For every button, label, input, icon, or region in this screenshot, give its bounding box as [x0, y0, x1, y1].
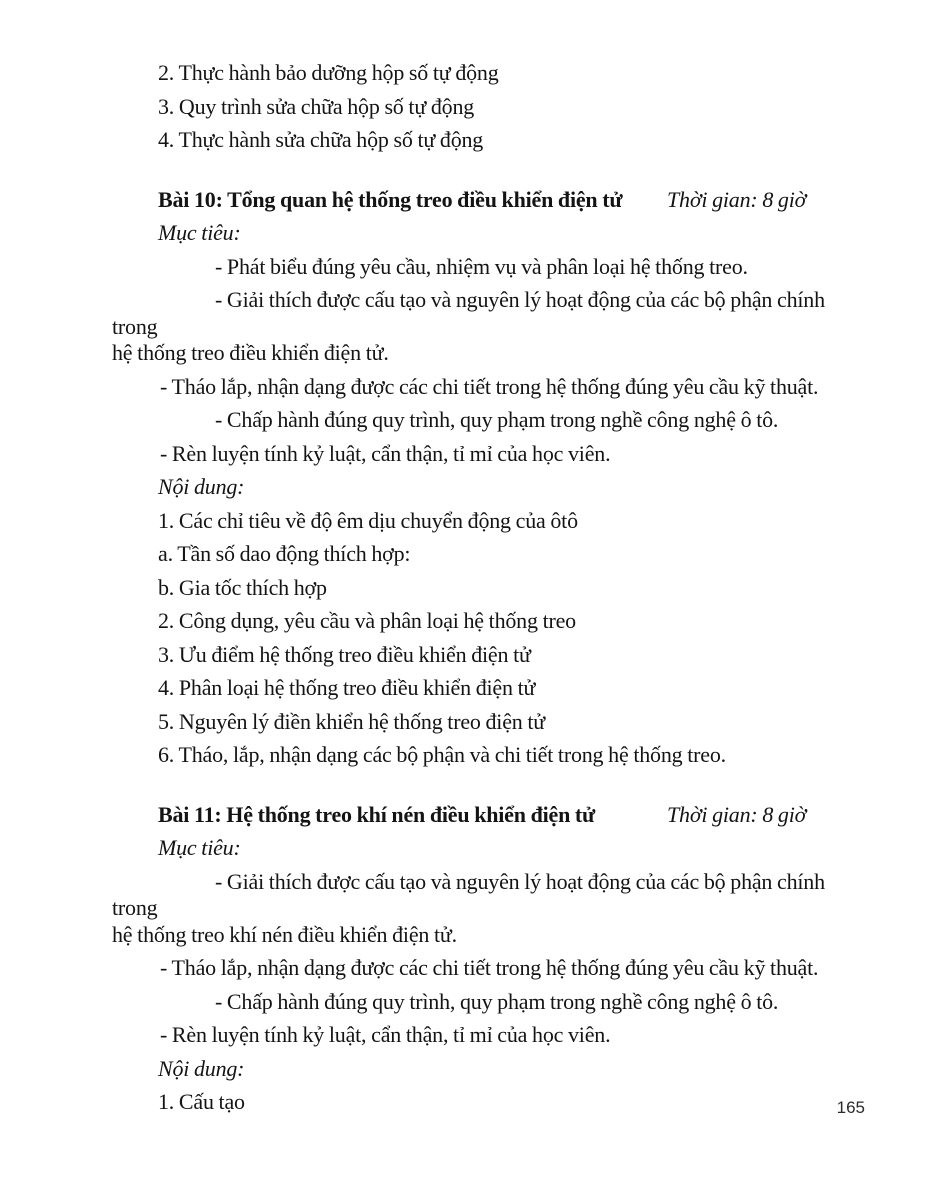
content-item: 2. Công dụng, yêu cầu và phân loại hệ thống treo	[158, 608, 576, 633]
objective-item	[112, 869, 863, 949]
section-duration: Thời gian: 8 giờ	[667, 186, 807, 212]
objective-line: hệ thống treo khí nén điều khiển điện tử.	[112, 921, 457, 947]
content-item: 5. Nguyên lý điền khiển hệ thống treo điện tử	[158, 708, 546, 734]
section-title: Bài 10: Tổng quan hệ thống treo điều khiển điện tử	[158, 186, 623, 212]
objective-line: - Giải thích được cấu tạo và nguyên lý hoạt động của các bộ phận chính trong	[112, 287, 825, 339]
muc-tieu-label: Mục tiêu:	[158, 835, 241, 860]
objective-line: hệ thống treo điều khiển điện tử.	[112, 340, 389, 365]
objective-item: - Tháo lắp, nhận dạng được các chi tiết trong hệ thống đúng yêu cầu kỹ thuật.	[160, 373, 819, 399]
objective-item: - Rèn luyện tính kỷ luật, cẩn thận, tỉ mỉ của học viên.	[160, 1022, 611, 1047]
section-heading-bai-11	[112, 802, 863, 829]
noi-dung-label: Nội dung:	[158, 474, 245, 499]
content-item: 6. Tháo, lắp, nhận dạng các bộ phận và chi tiết trong hệ thống treo.	[158, 742, 726, 767]
objective-item: - Chấp hành đúng quy trình, quy phạm trong nghề công nghệ ô tô.	[215, 407, 779, 432]
content-item: 4. Phân loại hệ thống treo điều khiển điện tử	[158, 675, 536, 700]
objective-item: - Chấp hành đúng quy trình, quy phạm trong nghề công nghệ ô tô.	[215, 988, 779, 1014]
page-number: 165	[836, 1098, 865, 1117]
objective-item: - Rèn luyện tính kỷ luật, cẩn thận, tỉ mỉ của học viên.	[160, 440, 611, 466]
list-item: 3. Quy trình sửa chữa hộp số tự động	[158, 93, 475, 119]
section-title: Bài 11: Hệ thống treo khí nén điều khiển điện tử	[158, 801, 596, 827]
objective-line: - Giải thích được cấu tạo và nguyên lý hoạt động của các bộ phận chính trong	[112, 868, 825, 920]
objective-item: - Tháo lắp, nhận dạng được các chi tiết trong hệ thống đúng yêu cầu kỹ thuật.	[160, 955, 819, 980]
content-item: a. Tần số dao động thích hợp:	[158, 541, 411, 566]
noi-dung-label: Nội dung:	[158, 1055, 245, 1081]
section-heading-bai-10	[112, 187, 863, 214]
objective-item: - Phát biểu đúng yêu cầu, nhiệm vụ và phân loại hệ thống treo.	[215, 253, 748, 279]
content-item: 1. Các chỉ tiêu về độ êm dịu chuyển động của ôtô	[158, 507, 578, 533]
content-item: 3. Ưu điểm hệ thống treo điều khiển điện tử	[158, 641, 531, 667]
content-item: 1. Cấu tạo	[158, 1089, 245, 1114]
objective-item	[112, 287, 863, 367]
list-item: 4. Thực hành sửa chữa hộp số tự động	[158, 127, 484, 152]
muc-tieu-label: Mục tiêu:	[158, 220, 241, 245]
content-item: b. Gia tốc thích hợp	[158, 574, 327, 600]
section-duration: Thời gian: 8 giờ	[667, 801, 807, 827]
list-item: 2. Thực hành bảo dưỡng hộp số tự động	[158, 60, 499, 85]
